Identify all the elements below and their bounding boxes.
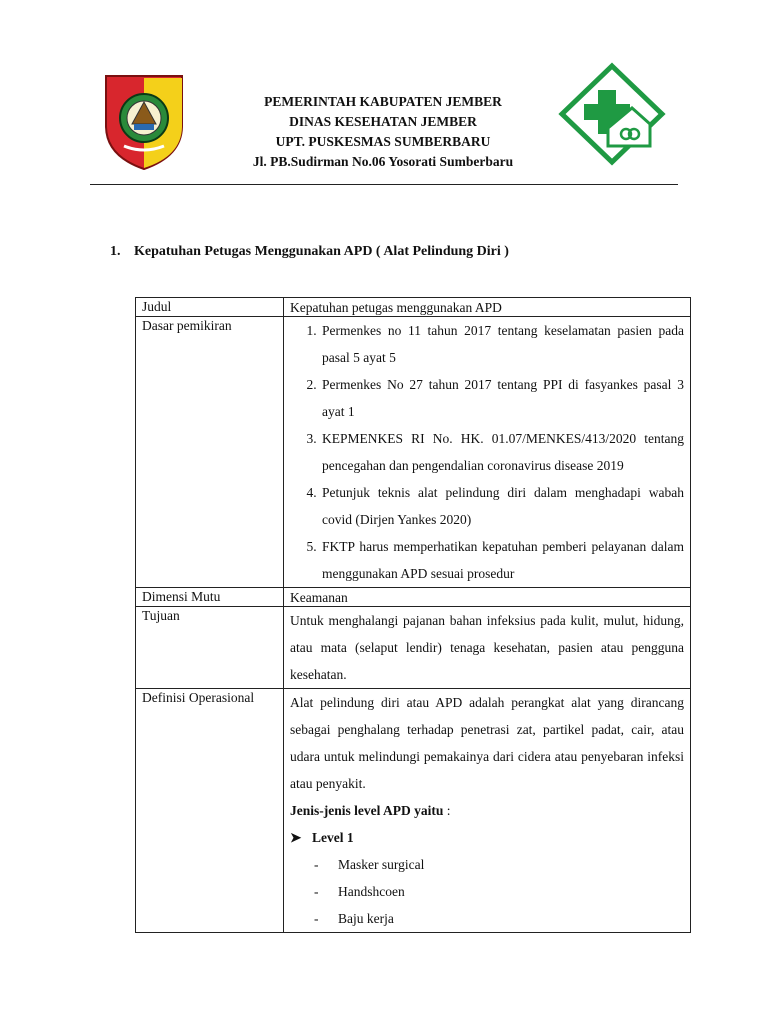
list-item: 4. Petunjuk teknis alat pelindung diri dalam menghadapi wabah covid (Dirjen Yankes 2020) — [320, 479, 684, 533]
apd-levels-heading — [290, 797, 684, 824]
dash-bullet: - — [314, 884, 319, 899]
letterhead-department: DINAS KESEHATAN JEMBER — [289, 114, 477, 129]
section-title — [110, 244, 509, 260]
apd-levels-heading-colon: : — [443, 803, 451, 818]
letterhead-unit: UPT. PUSKESMAS SUMBERBARU — [275, 134, 491, 149]
label-dasar-pemikiran: Dasar pemikiran — [136, 317, 284, 588]
puskesmas-logo-icon — [558, 62, 666, 166]
value-dasar-pemikiran — [284, 317, 691, 588]
label-definisi-operasional: Definisi Operasional — [136, 689, 284, 933]
value-dimensi-mutu: Keamanan — [284, 588, 691, 607]
label-tujuan: Tujuan — [136, 607, 284, 689]
table-row-judul — [136, 298, 691, 317]
list-item: 5. FKTP harus memperhatikan kepatuhan pemberi pelayanan dalam menggunakan APD sesuai prosedur — [320, 533, 684, 587]
list-item: 1. Permenkes no 11 tahun 2017 tentang keselamatan pasien pada pasal 5 ayat 5 — [320, 317, 684, 371]
list-item — [314, 905, 684, 932]
indicator-table — [135, 297, 691, 933]
letterhead-address: Jl. PB.Sudirman No.06 Yosorati Sumberbaru — [252, 154, 514, 169]
dash-bullet: - — [314, 911, 319, 926]
label-dimensi-mutu: Dimensi Mutu — [136, 588, 284, 607]
list-item: 3. KEPMENKES RI No. HK. 01.07/MENKES/413/2020 tentang pencegahan dan pengendalian coronavirus disease 2019 — [320, 425, 684, 479]
definition-paragraph: Alat pelindung diri atau APD adalah perangkat alat yang dirancang sebagai penghalang terhadap penetrasi zat, partikel padat, cair, atau udara untuk melindungi pemakainya dari cidera atau penyebaran infeksi atau penyakit. — [290, 695, 684, 791]
list-item-text: Handshcoen — [338, 884, 405, 899]
table-row-tujuan — [136, 607, 691, 689]
section-title-text: Kepatuhan Petugas Menggunakan APD ( Alat Pelindung Diri ) — [134, 244, 509, 259]
dash-bullet: - — [314, 857, 319, 872]
list-item-text: Masker surgical — [338, 857, 425, 872]
kabupaten-jember-crest-icon — [102, 72, 186, 172]
level-1-heading — [290, 824, 684, 851]
table-row-dasar — [136, 317, 691, 588]
apd-levels-heading-text: Jenis-jenis level APD yaitu — [290, 803, 444, 818]
table-row-dimensi — [136, 588, 691, 607]
value-tujuan: Untuk menghalangi pajanan bahan infeksius pada kulit, mulut, hidung, atau mata (selaput lendir) tenaga kesehatan, pasien atau pengguna kesehatan. — [284, 607, 691, 689]
level-1-items — [290, 851, 684, 932]
value-judul: Kepatuhan petugas menggunakan APD — [284, 298, 691, 317]
list-item — [314, 878, 684, 905]
legal-basis-list — [290, 317, 684, 587]
table-row-definisi — [136, 689, 691, 933]
header-divider — [90, 184, 678, 185]
arrow-bullet-icon: ➤ — [290, 830, 302, 845]
level-1-title: Level 1 — [312, 830, 354, 845]
list-item-text: Baju kerja — [338, 911, 394, 926]
label-judul: Judul — [136, 298, 284, 317]
letterhead-government: PEMERINTAH KABUPATEN JEMBER — [264, 94, 502, 109]
list-item — [314, 851, 684, 878]
section-number: 1. — [110, 244, 121, 259]
letterhead — [200, 92, 566, 172]
value-definisi-operasional — [284, 689, 691, 933]
list-item: 2. Permenkes No 27 tahun 2017 tentang PPI di fasyankes pasal 3 ayat 1 — [320, 371, 684, 425]
